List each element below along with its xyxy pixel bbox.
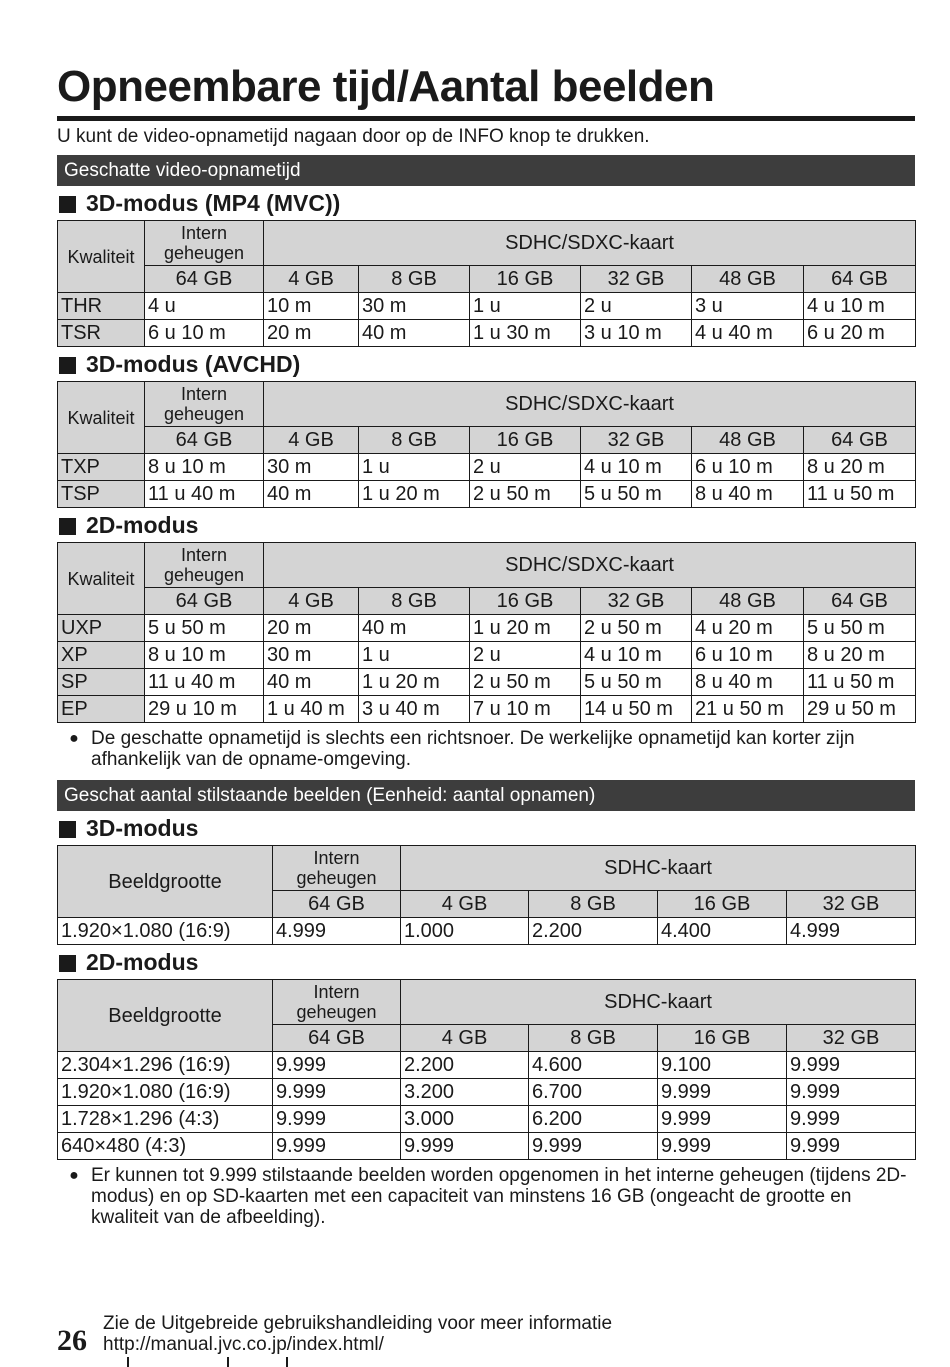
table-cell: 9.999 [658,1079,787,1106]
table-cell: 3 u [692,293,804,320]
square-bullet-icon [59,821,76,838]
row-label: TSP [58,481,145,508]
capacity-table [57,220,916,347]
table-cell: 9.100 [658,1052,787,1079]
capacity-header: 32 GB [581,266,692,293]
table-row [58,696,916,723]
table-cell: 1.000 [401,918,529,945]
table-row [58,320,916,347]
table-cell: 11 u 50 m [804,481,916,508]
capacity-header: 32 GB [787,1025,916,1052]
capacity-header: 16 GB [658,891,787,918]
table-cell: 3.200 [401,1079,529,1106]
header-intern-geheugen: Intern geheugen [145,543,264,588]
header-size: Beeldgrootte [58,846,273,918]
bullet-icon: ● [69,1167,79,1184]
capacity-header: 32 GB [581,588,692,615]
row-label: XP [58,642,145,669]
table-cell: 4 u 10 m [804,293,916,320]
table-cell: 9.999 [273,1079,401,1106]
table-cell: 29 u 10 m [145,696,264,723]
table-cell: 2 u 50 m [470,669,581,696]
capacity-header: 64 GB [273,891,401,918]
footer-link[interactable]: http://manual.jvc.co.jp/index.html/ [103,1334,384,1355]
capacity-header: 64 GB [804,266,916,293]
capacity-header: 32 GB [787,891,916,918]
row-label: 1.920×1.080 (16:9) [58,1079,273,1106]
table-cell: 6 u 20 m [804,320,916,347]
table-cell: 1 u 40 m [264,696,359,723]
capacity-header: 8 GB [359,427,470,454]
table-cell: 5 u 50 m [581,669,692,696]
capacity-table [57,845,916,945]
table-cell: 9.999 [787,1106,916,1133]
subsection-heading [57,186,915,220]
still-section-band: Geschat aantal stilstaande beelden (Eenheid: aantal opnamen) [57,780,915,811]
capacity-header: 4 GB [264,588,359,615]
table-cell: 2 u [470,454,581,481]
row-label: 1.920×1.080 (16:9) [58,918,273,945]
table-cell: 30 m [264,642,359,669]
capacity-header: 64 GB [804,588,916,615]
header-intern-geheugen: Intern geheugen [273,980,401,1025]
table-cell: 1 u 30 m [470,320,581,347]
table-cell: 1 u 20 m [359,481,470,508]
table-cell: 1 u 20 m [359,669,470,696]
table-cell: 5 u 50 m [581,481,692,508]
table-cell: 4.999 [273,918,401,945]
subsection-heading-text: 2D-modus [86,512,199,538]
table-row [58,481,916,508]
table-cell: 9.999 [658,1133,787,1160]
table-cell: 40 m [264,669,359,696]
manual-page [57,60,915,1228]
table-cell: 11 u 40 m [145,481,264,508]
table-row [58,293,916,320]
page-number: 26 [57,1324,87,1357]
subsection-heading-text: 2D-modus [86,949,199,975]
table-cell: 5 u 50 m [804,615,916,642]
table-row [58,669,916,696]
capacity-table [57,381,916,508]
table-cell: 29 u 50 m [804,696,916,723]
page-title: Opneembare tijd/Aantal beelden [57,60,915,121]
capacity-header: 64 GB [145,266,264,293]
table-capacity-row [58,427,916,454]
square-bullet-icon [59,518,76,535]
table-cell: 3.000 [401,1106,529,1133]
page-footer [57,1313,612,1357]
table-cell: 14 u 50 m [581,696,692,723]
table-cell: 9.999 [273,1052,401,1079]
table-cell: 30 m [264,454,359,481]
table-header-row [58,846,916,891]
header-intern-geheugen: Intern geheugen [145,221,264,266]
footer-line-1: Zie de Uitgebreide gebruikshandleiding voor meer informatie [103,1313,613,1334]
crop-mark [127,1357,129,1367]
intro-text: U kunt de video-opnametijd nagaan door op de INFO knop te drukken. [57,126,650,147]
capacity-header: 64 GB [145,427,264,454]
table-header-row [58,382,916,427]
table-cell: 9.999 [273,1133,401,1160]
table-row [58,1079,916,1106]
table-cell: 6 u 10 m [692,642,804,669]
header-kwaliteit: Kwaliteit [58,382,145,454]
still-note-text: Er kunnen tot 9.999 stilstaande beelden worden opgenomen in het interne geheugen (tijdens 2D-modus) en op SD-kaarten met een capaciteit van minstens 16 GB (ongeacht de grootte en kwaliteit van de afbeelding). [91,1165,907,1228]
table-cell: 9.999 [787,1079,916,1106]
row-label: 1.728×1.296 (4:3) [58,1106,273,1133]
capacity-header: 16 GB [470,427,581,454]
header-intern-geheugen: Intern geheugen [273,846,401,891]
header-kwaliteit: Kwaliteit [58,221,145,293]
table-row [58,615,916,642]
capacity-header: 48 GB [692,427,804,454]
square-bullet-icon [59,196,76,213]
table-cell: 1 u 20 m [470,615,581,642]
table-cell: 7 u 10 m [470,696,581,723]
square-bullet-icon [59,357,76,374]
still-tables [57,811,915,1160]
row-label: TXP [58,454,145,481]
table-cell: 8 u 10 m [145,642,264,669]
table-header-row [58,543,916,588]
table-cell: 4 u 10 m [581,642,692,669]
table-cell: 4 u [145,293,264,320]
subsection-heading-text: 3D-modus [86,815,199,841]
footer-text [103,1313,612,1355]
table-row [58,1106,916,1133]
table-cell: 2 u 50 m [470,481,581,508]
capacity-header: 64 GB [145,588,264,615]
table-row [58,1052,916,1079]
table-cell: 40 m [359,320,470,347]
header-kwaliteit: Kwaliteit [58,543,145,615]
table-cell: 3 u 10 m [581,320,692,347]
table-cell: 9.999 [658,1106,787,1133]
capacity-header: 8 GB [359,266,470,293]
square-bullet-icon [59,955,76,972]
capacity-header: 32 GB [581,427,692,454]
table-cell: 11 u 50 m [804,669,916,696]
capacity-header: 64 GB [273,1025,401,1052]
table-cell: 2 u [470,642,581,669]
table-row [58,918,916,945]
row-label: THR [58,293,145,320]
still-note [57,1165,915,1228]
table-cell: 3 u 40 m [359,696,470,723]
table-cell: 6 u 10 m [692,454,804,481]
row-label: TSR [58,320,145,347]
header-card: SDHC/SDXC-kaart [264,382,916,427]
capacity-header: 4 GB [401,1025,529,1052]
table-capacity-row [58,266,916,293]
crop-mark [286,1357,288,1367]
table-cell: 4 u 40 m [692,320,804,347]
capacity-table [57,979,916,1160]
table-cell: 6.700 [529,1079,658,1106]
table-header-row [58,980,916,1025]
table-cell: 9.999 [273,1106,401,1133]
table-cell: 9.999 [787,1052,916,1079]
table-row [58,454,916,481]
capacity-header: 64 GB [804,427,916,454]
table-cell: 20 m [264,320,359,347]
table-cell: 9.999 [787,1133,916,1160]
capacity-header: 16 GB [658,1025,787,1052]
subsection-heading [57,508,915,542]
table-cell: 11 u 40 m [145,669,264,696]
row-label: UXP [58,615,145,642]
table-capacity-row [58,588,916,615]
row-label: 640×480 (4:3) [58,1133,273,1160]
table-cell: 4.400 [658,918,787,945]
table-cell: 2 u [581,293,692,320]
row-label: SP [58,669,145,696]
table-cell: 1 u [359,454,470,481]
table-cell: 2.200 [529,918,658,945]
header-card: SDHC/SDXC-kaart [264,221,916,266]
capacity-header: 48 GB [692,588,804,615]
table-cell: 4.999 [787,918,916,945]
crop-mark [227,1357,229,1367]
video-tables [57,186,915,723]
table-cell: 6.200 [529,1106,658,1133]
table-cell: 4 u 20 m [692,615,804,642]
header-card: SDHC-kaart [401,980,916,1025]
table-cell: 8 u 10 m [145,454,264,481]
capacity-header: 8 GB [529,1025,658,1052]
table-cell: 2 u 50 m [581,615,692,642]
table-cell: 5 u 50 m [145,615,264,642]
video-note [57,728,915,770]
table-row [58,1133,916,1160]
table-row [58,642,916,669]
table-cell: 1 u [470,293,581,320]
bullet-icon: ● [69,730,79,747]
capacity-header: 8 GB [359,588,470,615]
table-cell: 20 m [264,615,359,642]
video-section-band: Geschatte video-opnametijd [57,155,915,186]
table-cell: 40 m [359,615,470,642]
header-card: SDHC/SDXC-kaart [264,543,916,588]
table-cell: 30 m [359,293,470,320]
video-note-text: De geschatte opnametijd is slechts een richtsnoer. De werkelijke opnametijd kan korter zijn afhankelijk van de opname-omgeving. [91,728,855,770]
table-cell: 8 u 20 m [804,642,916,669]
subsection-heading-text: 3D-modus (MP4 (MVC)) [86,190,341,216]
table-cell: 8 u 20 m [804,454,916,481]
table-cell: 40 m [264,481,359,508]
table-cell: 10 m [264,293,359,320]
table-cell: 9.999 [401,1133,529,1160]
table-cell: 4.600 [529,1052,658,1079]
capacity-header: 48 GB [692,266,804,293]
table-cell: 8 u 40 m [692,669,804,696]
table-cell: 8 u 40 m [692,481,804,508]
header-intern-geheugen: Intern geheugen [145,382,264,427]
subsection-heading [57,347,915,381]
row-label: EP [58,696,145,723]
table-header-row [58,221,916,266]
capacity-header: 4 GB [401,891,529,918]
header-size: Beeldgrootte [58,980,273,1052]
subsection-heading [57,945,915,979]
capacity-header: 8 GB [529,891,658,918]
capacity-header: 16 GB [470,266,581,293]
capacity-table [57,542,916,723]
subsection-heading [57,811,915,845]
table-cell: 21 u 50 m [692,696,804,723]
table-cell: 6 u 10 m [145,320,264,347]
capacity-header: 16 GB [470,588,581,615]
table-cell: 2.200 [401,1052,529,1079]
subsection-heading-text: 3D-modus (AVCHD) [86,351,301,377]
table-cell: 9.999 [529,1133,658,1160]
row-label: 2.304×1.296 (16:9) [58,1052,273,1079]
capacity-header: 4 GB [264,427,359,454]
table-cell: 4 u 10 m [581,454,692,481]
table-cell: 1 u [359,642,470,669]
header-card: SDHC-kaart [401,846,916,891]
capacity-header: 4 GB [264,266,359,293]
